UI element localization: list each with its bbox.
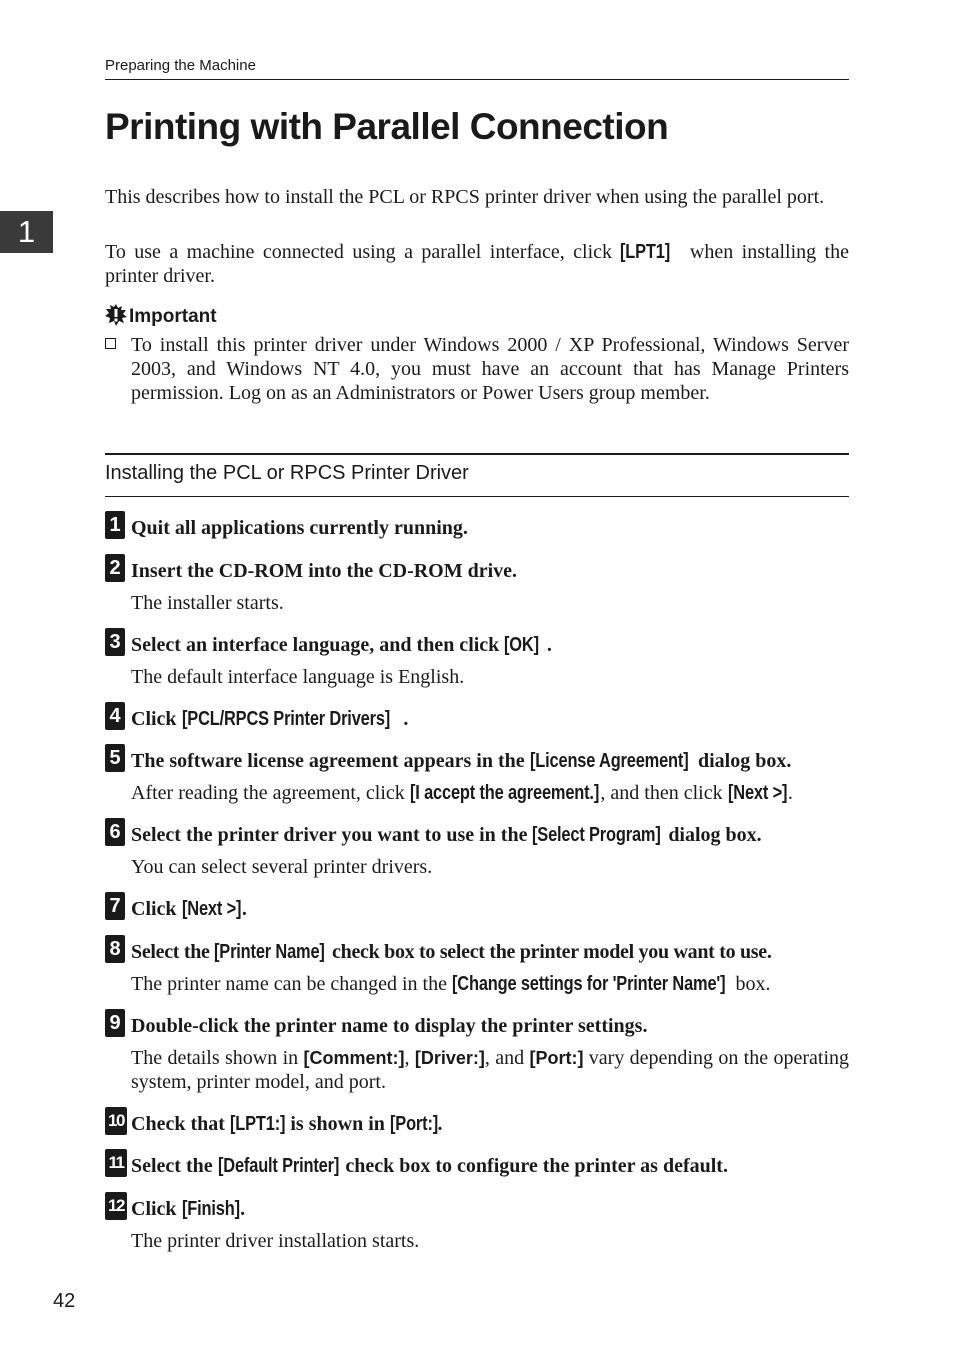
section-bottom-rule bbox=[105, 496, 849, 497]
step-description bbox=[131, 1046, 849, 1094]
step-number: 6 bbox=[105, 818, 125, 846]
step-title-text: . bbox=[437, 1113, 443, 1135]
step-title: Double-click the printer name to display the printer settings. bbox=[131, 1015, 648, 1037]
step-title-text: dialog box. bbox=[663, 824, 762, 846]
key-default-printer: [Default Printer] bbox=[217, 1155, 339, 1177]
section-top-rule bbox=[105, 453, 849, 455]
step-number: 10 bbox=[105, 1107, 127, 1135]
step-desc-text: , bbox=[404, 1047, 415, 1069]
step-title bbox=[131, 897, 247, 921]
step-title bbox=[131, 707, 408, 731]
step-number: 11 bbox=[105, 1149, 127, 1177]
step-desc-text: The printer name can be changed in the bbox=[131, 973, 452, 995]
step-title: Quit all applications currently running. bbox=[131, 517, 468, 539]
key-finish: [Finish] bbox=[181, 1198, 240, 1220]
step-number: 7 bbox=[105, 892, 125, 920]
step-title-text: . bbox=[546, 634, 552, 656]
step-title-text: Select an interface language, and then click bbox=[131, 634, 505, 656]
step-number: 8 bbox=[105, 935, 125, 963]
step-title-text: . bbox=[403, 708, 409, 730]
key-comment: [Comment:] bbox=[303, 1048, 405, 1068]
step-title-text: Click bbox=[131, 708, 182, 730]
step-description: The default interface language is English. bbox=[131, 666, 465, 688]
key-printer-name: [Printer Name] bbox=[214, 941, 326, 963]
step-title-text: Click bbox=[131, 898, 182, 920]
step-title-text: Select the bbox=[131, 1155, 218, 1177]
step-desc-text: vary depending on the operating system, printer model, and port. bbox=[131, 1047, 849, 1093]
key-next: [Next >] bbox=[727, 782, 787, 804]
step-title bbox=[131, 749, 791, 773]
key-i-accept: [I accept the agreement.] bbox=[409, 782, 599, 804]
step-title-text: is shown in bbox=[285, 1113, 390, 1135]
step-title bbox=[131, 940, 772, 964]
intro-paragraph-2 bbox=[105, 240, 849, 288]
key-license-agreement: [License Agreement] bbox=[529, 750, 689, 772]
step-description: The installer starts. bbox=[131, 592, 284, 614]
step-title-text: Click bbox=[131, 1198, 182, 1220]
step-title bbox=[131, 823, 762, 847]
section-heading: Installing the PCL or RPCS Printer Driver bbox=[105, 462, 469, 484]
key-change-settings: [Change settings for 'Printer Name'] bbox=[451, 973, 726, 995]
step-number: 1 bbox=[105, 511, 125, 539]
key-driver: [Driver:] bbox=[414, 1048, 485, 1068]
important-heading bbox=[105, 304, 217, 328]
intro-text: when installing the printer driver. bbox=[105, 241, 849, 287]
step-title bbox=[131, 1197, 245, 1221]
step-title-text: check box to configure the printer as default. bbox=[340, 1155, 728, 1177]
step-title: Insert the CD-ROM into the CD-ROM drive. bbox=[131, 560, 518, 582]
step-desc-text: The details shown in bbox=[131, 1047, 304, 1069]
key-lpt1-port: [LPT1:] bbox=[229, 1113, 286, 1135]
step-description: The printer driver installation starts. bbox=[131, 1230, 420, 1252]
key-port: [Port:] bbox=[389, 1113, 438, 1135]
step-number: 5 bbox=[105, 744, 125, 772]
important-note bbox=[105, 333, 849, 405]
key-next: [Next >] bbox=[181, 898, 241, 920]
header-rule bbox=[105, 79, 849, 80]
step-number: 2 bbox=[105, 554, 125, 582]
step-title-text: check box to select the printer model you want to use. bbox=[327, 941, 772, 963]
step-title bbox=[131, 1154, 728, 1178]
important-note-text: To install this printer driver under Windows 2000 / XP Professional, Windows Server 2003, and Windows NT 4.0, you must have an account that has Manage Printers permission. Log on as an Administrators or Power Users group member. bbox=[131, 334, 849, 404]
checkbox-bullet-icon bbox=[105, 338, 116, 349]
key-pcl-rpcs-printer-drivers: [PCL/RPCS Printer Drivers] bbox=[181, 708, 390, 730]
page-title: Printing with Parallel Connection bbox=[105, 106, 669, 147]
step-title bbox=[131, 633, 552, 657]
step-desc-text: After reading the agreement, click bbox=[131, 782, 410, 804]
step-number: 4 bbox=[105, 702, 125, 730]
step-desc-text: , and bbox=[484, 1047, 530, 1069]
key-ok: [OK] bbox=[504, 634, 540, 656]
step-title-text: Check that bbox=[131, 1113, 230, 1135]
step-number: 3 bbox=[105, 628, 125, 656]
important-label: Important bbox=[129, 306, 217, 327]
step-title-text: Select the printer driver you want to use in the bbox=[131, 824, 533, 846]
step-title-text: The software license agreement appears in the bbox=[131, 750, 530, 772]
step-title-text: . bbox=[241, 898, 247, 920]
step-title-text: Select the bbox=[131, 941, 215, 963]
step-title bbox=[131, 1112, 442, 1136]
step-title-text: . bbox=[240, 1198, 246, 1220]
step-number: 12 bbox=[105, 1192, 127, 1220]
step-description bbox=[131, 972, 849, 996]
step-description: You can select several printer drivers. bbox=[131, 856, 433, 878]
step-number: 9 bbox=[105, 1009, 125, 1037]
key-lpt1: [LPT1] bbox=[620, 241, 671, 263]
running-header: Preparing the Machine bbox=[105, 57, 256, 74]
important-icon bbox=[105, 304, 127, 326]
step-desc-text: . bbox=[787, 782, 793, 804]
intro-text: To use a machine connected using a parallel interface, click bbox=[105, 241, 621, 263]
key-select-program: [Select Program] bbox=[532, 824, 662, 846]
chapter-tab: 1 bbox=[0, 211, 53, 253]
step-desc-text: , and then click bbox=[600, 782, 728, 804]
page-number: 42 bbox=[53, 1290, 76, 1312]
step-desc-text: box. bbox=[730, 973, 771, 995]
key-port: [Port:] bbox=[529, 1048, 584, 1068]
step-title-text: dialog box. bbox=[692, 750, 792, 772]
step-description bbox=[131, 781, 849, 805]
intro-paragraph-1: This describes how to install the PCL or RPCS printer driver when using the parallel port. bbox=[105, 186, 825, 208]
